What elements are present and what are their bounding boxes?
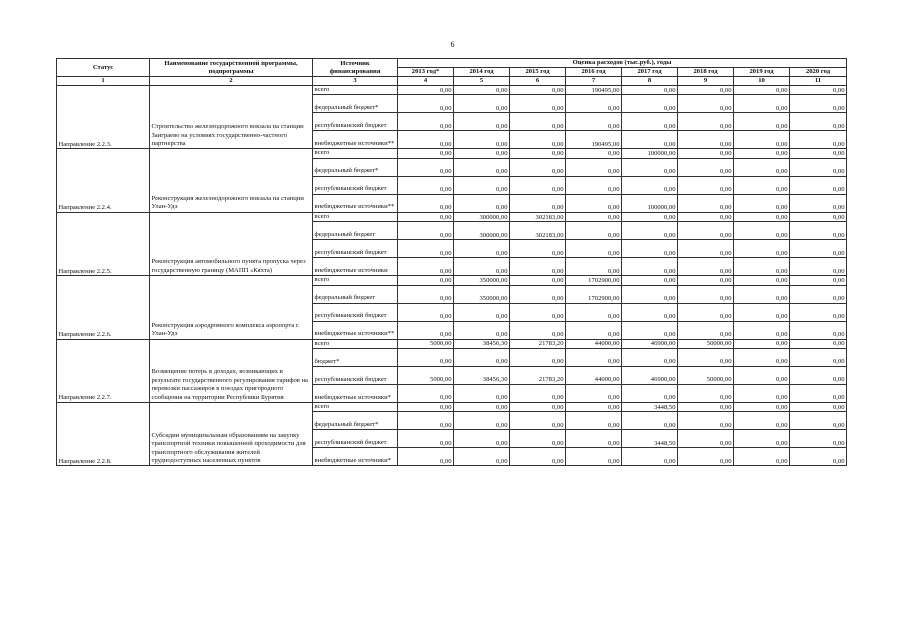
amount-cell: 0,00: [622, 258, 678, 276]
amount-cell: 0,00: [622, 276, 678, 285]
amount-cell: 44000,00: [566, 339, 622, 348]
amount-cell: 46900,00: [622, 367, 678, 385]
amount-cell: 0,00: [622, 349, 678, 367]
amount-cell: 0,00: [566, 95, 622, 113]
amount-cell: 0,00: [734, 149, 790, 158]
funding-source: федеральный бюджет*: [313, 412, 398, 430]
amount-cell: 0,00: [454, 403, 510, 412]
amount-cell: 0,00: [510, 349, 566, 367]
amount-cell: 0,00: [398, 276, 454, 285]
table-row: [57, 339, 847, 348]
amount-cell: 0,00: [398, 149, 454, 158]
amount-cell: 0,00: [622, 385, 678, 403]
amount-cell: 44000,00: [566, 367, 622, 385]
amount-cell: 0,00: [790, 258, 847, 276]
amount-cell: 0,00: [678, 113, 734, 131]
funding-source: внебюджетные источники**: [313, 321, 398, 339]
amount-cell: 0,00: [678, 276, 734, 285]
amount-cell: 0,00: [510, 95, 566, 113]
amount-cell: 0,00: [454, 258, 510, 276]
header-year: 2019 год: [734, 68, 790, 77]
amount-cell: 0,00: [734, 86, 790, 95]
amount-cell: 0,00: [454, 303, 510, 321]
funding-source: внебюджетные источники*: [313, 385, 398, 403]
amount-cell: 0,00: [454, 95, 510, 113]
amount-cell: 0,00: [734, 367, 790, 385]
amount-cell: 0,00: [622, 86, 678, 95]
amount-cell: 0,00: [510, 403, 566, 412]
amount-cell: 3448,50: [622, 403, 678, 412]
amount-cell: 0,00: [678, 222, 734, 240]
amount-cell: 0,00: [622, 448, 678, 466]
amount-cell: 0,00: [734, 412, 790, 430]
column-number: 9: [678, 77, 734, 86]
amount-cell: 0,00: [734, 158, 790, 176]
amount-cell: 0,00: [678, 403, 734, 412]
amount-cell: 100000,00: [622, 194, 678, 212]
amount-cell: 0,00: [790, 158, 847, 176]
amount-cell: 0,00: [678, 158, 734, 176]
amount-cell: 0,00: [454, 385, 510, 403]
funding-source: внебюджетные источники**: [313, 131, 398, 149]
amount-cell: 0,00: [678, 194, 734, 212]
amount-cell: 3448,50: [622, 430, 678, 448]
amount-cell: 0,00: [398, 240, 454, 258]
column-number: 11: [790, 77, 847, 86]
amount-cell: 0,00: [734, 212, 790, 221]
amount-cell: 0,00: [790, 176, 847, 194]
amount-cell: 300000,00: [454, 222, 510, 240]
header-year: 2014 год: [454, 68, 510, 77]
amount-cell: 300000,00: [454, 212, 510, 221]
header-year: 2017 год: [622, 68, 678, 77]
amount-cell: 0,00: [790, 222, 847, 240]
amount-cell: 0,00: [790, 95, 847, 113]
amount-cell: 0,00: [398, 176, 454, 194]
amount-cell: 100000,00: [622, 149, 678, 158]
amount-cell: 0,00: [622, 113, 678, 131]
amount-cell: 0,00: [790, 367, 847, 385]
amount-cell: 50000,00: [678, 339, 734, 348]
amount-cell: 0,00: [678, 448, 734, 466]
amount-cell: 0,00: [510, 194, 566, 212]
amount-cell: 0,00: [510, 240, 566, 258]
funding-source: внебюджетные источники: [313, 258, 398, 276]
amount-cell: 0,00: [510, 131, 566, 149]
amount-cell: 0,00: [678, 240, 734, 258]
amount-cell: 0,00: [734, 176, 790, 194]
funding-source: федеральный бюджет: [313, 285, 398, 303]
amount-cell: 0,00: [622, 176, 678, 194]
amount-cell: 0,00: [398, 86, 454, 95]
header-year: 2015 год: [510, 68, 566, 77]
header-program-name: Наименование государственной программы, подпрограммы: [150, 59, 313, 77]
funding-source: всего: [313, 149, 398, 158]
amount-cell: 0,00: [790, 430, 847, 448]
header-funding-source: Источник финансирования: [313, 59, 398, 77]
funding-source: всего: [313, 86, 398, 95]
amount-cell: 0,00: [734, 448, 790, 466]
column-number: 4: [398, 77, 454, 86]
amount-cell: 0,00: [398, 194, 454, 212]
amount-cell: 0,00: [790, 403, 847, 412]
amount-cell: 0,00: [566, 349, 622, 367]
amount-cell: 302183,00: [510, 222, 566, 240]
amount-cell: 1702900,00: [566, 285, 622, 303]
amount-cell: 0,00: [678, 176, 734, 194]
amount-cell: 0,00: [510, 113, 566, 131]
amount-cell: 0,00: [398, 385, 454, 403]
amount-cell: 0,00: [734, 339, 790, 348]
amount-cell: 0,00: [510, 430, 566, 448]
amount-cell: 0,00: [398, 412, 454, 430]
amount-cell: 0,00: [734, 131, 790, 149]
amount-cell: 46900,00: [622, 339, 678, 348]
amount-cell: 0,00: [566, 240, 622, 258]
amount-cell: 0,00: [734, 403, 790, 412]
direction-status: Направление 2.2.5.: [57, 212, 150, 275]
amount-cell: 0,00: [790, 194, 847, 212]
amount-cell: 350000,00: [454, 276, 510, 285]
direction-name: Субсидии муниципальным образованиям на закупку транспортной техники повышенной проходимости для транспортного обслуживания жителей труднодоступных населенных пунктов: [150, 403, 313, 466]
direction-name: Реконструкция аэродромного комплекса аэропорта г. Улан-Удэ: [150, 276, 313, 339]
amount-cell: 0,00: [454, 448, 510, 466]
amount-cell: 0,00: [510, 412, 566, 430]
amount-cell: 0,00: [510, 276, 566, 285]
amount-cell: 0,00: [398, 158, 454, 176]
amount-cell: 0,00: [566, 321, 622, 339]
amount-cell: 0,00: [566, 403, 622, 412]
amount-cell: 1702900,00: [566, 276, 622, 285]
amount-cell: 0,00: [678, 95, 734, 113]
amount-cell: 0,00: [734, 285, 790, 303]
amount-cell: 0,00: [790, 240, 847, 258]
amount-cell: 0,00: [678, 349, 734, 367]
funding-source: бюджет*: [313, 349, 398, 367]
amount-cell: 0,00: [398, 113, 454, 131]
amount-cell: 0,00: [566, 113, 622, 131]
amount-cell: 0,00: [678, 149, 734, 158]
amount-cell: 0,00: [678, 212, 734, 221]
amount-cell: 0,00: [566, 158, 622, 176]
header-year: 2016 год: [566, 68, 622, 77]
amount-cell: 0,00: [734, 222, 790, 240]
amount-cell: 21783,20: [510, 339, 566, 348]
amount-cell: 0,00: [622, 412, 678, 430]
amount-cell: 0,00: [454, 321, 510, 339]
amount-cell: 0,00: [790, 131, 847, 149]
amount-cell: 0,00: [510, 321, 566, 339]
table-row: [57, 276, 847, 285]
header-year: 2013 год*: [398, 68, 454, 77]
amount-cell: 0,00: [510, 149, 566, 158]
amount-cell: 0,00: [622, 240, 678, 258]
amount-cell: 0,00: [510, 86, 566, 95]
amount-cell: 0,00: [398, 303, 454, 321]
header-status: Статус: [57, 59, 150, 77]
amount-cell: 0,00: [398, 212, 454, 221]
amount-cell: 0,00: [622, 158, 678, 176]
amount-cell: 0,00: [790, 412, 847, 430]
amount-cell: 0,00: [398, 131, 454, 149]
funding-source: федеральный бюджет: [313, 222, 398, 240]
amount-cell: 38456,30: [454, 367, 510, 385]
amount-cell: 0,00: [790, 448, 847, 466]
column-number: 10: [734, 77, 790, 86]
amount-cell: 0,00: [790, 113, 847, 131]
column-number: 2: [150, 77, 313, 86]
amount-cell: 0,00: [566, 448, 622, 466]
amount-cell: 0,00: [454, 149, 510, 158]
funding-source: внебюджетные источники**: [313, 194, 398, 212]
amount-cell: 0,00: [566, 149, 622, 158]
amount-cell: 0,00: [398, 222, 454, 240]
column-number: 8: [622, 77, 678, 86]
amount-cell: 0,00: [566, 194, 622, 212]
column-number: 5: [454, 77, 510, 86]
amount-cell: 0,00: [790, 86, 847, 95]
amount-cell: 0,00: [790, 385, 847, 403]
amount-cell: 0,00: [734, 349, 790, 367]
header-expenditure-estimate: Оценка расходов (тыс.руб.), годы: [398, 59, 847, 68]
amount-cell: 0,00: [398, 95, 454, 113]
amount-cell: 0,00: [566, 303, 622, 321]
amount-cell: 0,00: [566, 412, 622, 430]
funding-source: всего: [313, 339, 398, 348]
amount-cell: 0,00: [398, 285, 454, 303]
amount-cell: 0,00: [678, 430, 734, 448]
amount-cell: 0,00: [566, 222, 622, 240]
amount-cell: 0,00: [678, 412, 734, 430]
amount-cell: 0,00: [398, 448, 454, 466]
header-year: 2018 год: [678, 68, 734, 77]
amount-cell: 0,00: [398, 321, 454, 339]
amount-cell: 0,00: [454, 113, 510, 131]
amount-cell: 0,00: [622, 285, 678, 303]
funding-source: федеральный бюджет*: [313, 95, 398, 113]
amount-cell: 0,00: [790, 349, 847, 367]
amount-cell: 0,00: [454, 86, 510, 95]
amount-cell: 0,00: [454, 131, 510, 149]
amount-cell: 0,00: [790, 212, 847, 221]
amount-cell: 0,00: [790, 149, 847, 158]
funding-source: федеральный бюджет*: [313, 158, 398, 176]
amount-cell: 0,00: [734, 95, 790, 113]
amount-cell: 0,00: [510, 258, 566, 276]
amount-cell: 0,00: [790, 276, 847, 285]
direction-name: Строительство железнодорожного вокзала на станции Заиграево на условиях государственно-частного партнерства: [150, 86, 313, 149]
amount-cell: 0,00: [510, 285, 566, 303]
direction-status: Направление 2.2.7.: [57, 339, 150, 402]
amount-cell: 0,00: [398, 403, 454, 412]
amount-cell: 0,00: [790, 285, 847, 303]
amount-cell: 0,00: [454, 349, 510, 367]
funding-source: всего: [313, 276, 398, 285]
amount-cell: 0,00: [510, 448, 566, 466]
direction-status: Направление 2.2.4.: [57, 149, 150, 212]
amount-cell: 0,00: [510, 158, 566, 176]
direction-name: Реконструкция железнодорожного вокзала на станции Улан-Удэ: [150, 149, 313, 212]
column-number: 6: [510, 77, 566, 86]
amount-cell: 0,00: [566, 258, 622, 276]
amount-cell: 0,00: [454, 430, 510, 448]
amount-cell: 0,00: [678, 258, 734, 276]
amount-cell: 350000,00: [454, 285, 510, 303]
amount-cell: 50000,00: [678, 367, 734, 385]
amount-cell: 0,00: [566, 212, 622, 221]
direction-name: Возмещение потерь в доходах, возникающих в результате государственного регулирования тарифов на перевозки пассажиров в поездах пригородного сообщения на территории Республики Бурятия: [150, 339, 313, 402]
amount-cell: 302183,00: [510, 212, 566, 221]
amount-cell: 5000,00: [398, 339, 454, 348]
amount-cell: 0,00: [622, 131, 678, 149]
amount-cell: 0,00: [790, 303, 847, 321]
funding-source: республиканский бюджет: [313, 240, 398, 258]
amount-cell: 0,00: [790, 321, 847, 339]
amount-cell: 0,00: [678, 86, 734, 95]
amount-cell: 0,00: [678, 321, 734, 339]
table-row: [57, 403, 847, 412]
amount-cell: 0,00: [734, 430, 790, 448]
amount-cell: 0,00: [622, 303, 678, 321]
funding-source: всего: [313, 403, 398, 412]
amount-cell: 0,00: [734, 258, 790, 276]
column-number: 7: [566, 77, 622, 86]
amount-cell: 0,00: [678, 131, 734, 149]
amount-cell: 0,00: [566, 385, 622, 403]
amount-cell: 0,00: [678, 285, 734, 303]
amount-cell: 0,00: [454, 412, 510, 430]
amount-cell: 0,00: [734, 276, 790, 285]
column-number: 3: [313, 77, 398, 86]
amount-cell: 0,00: [454, 194, 510, 212]
table-body: [57, 86, 847, 466]
header-year: 2020 год: [790, 68, 847, 77]
funding-source: республиканский бюджет: [313, 367, 398, 385]
amount-cell: 21783,20: [510, 367, 566, 385]
amount-cell: 0,00: [398, 349, 454, 367]
funding-source: республиканский бюджет: [313, 430, 398, 448]
amount-cell: 5000,00: [398, 367, 454, 385]
amount-cell: 38456,30: [454, 339, 510, 348]
amount-cell: 0,00: [678, 385, 734, 403]
funding-source: внебюджетные источники*: [313, 448, 398, 466]
amount-cell: 0,00: [622, 222, 678, 240]
amount-cell: 190495,00: [566, 86, 622, 95]
column-number: 1: [57, 77, 150, 86]
funding-source: республиканский бюджет: [313, 176, 398, 194]
direction-status: Направление 2.2.8.: [57, 403, 150, 466]
amount-cell: 0,00: [622, 321, 678, 339]
direction-status: Направление 2.2.3.: [57, 86, 150, 149]
amount-cell: 190495,00: [566, 131, 622, 149]
amount-cell: 0,00: [678, 303, 734, 321]
amount-cell: 0,00: [734, 240, 790, 258]
amount-cell: 0,00: [734, 385, 790, 403]
amount-cell: 0,00: [510, 176, 566, 194]
amount-cell: 0,00: [454, 240, 510, 258]
amount-cell: 0,00: [734, 303, 790, 321]
amount-cell: 0,00: [734, 194, 790, 212]
direction-status: Направление 2.2.6.: [57, 276, 150, 339]
table-row: [57, 149, 847, 158]
amount-cell: 0,00: [734, 321, 790, 339]
amount-cell: 0,00: [622, 95, 678, 113]
funding-source: республиканский бюджет: [313, 113, 398, 131]
amount-cell: 0,00: [454, 158, 510, 176]
table-row: [57, 86, 847, 95]
expenditure-table: [56, 58, 847, 466]
amount-cell: 0,00: [510, 303, 566, 321]
amount-cell: 0,00: [734, 113, 790, 131]
amount-cell: 0,00: [510, 385, 566, 403]
direction-name: Реконструкция автомобильного пункта пропуска через государственную границу (МАПП «Кяхта): [150, 212, 313, 275]
amount-cell: 0,00: [398, 430, 454, 448]
funding-source: республиканский бюджет: [313, 303, 398, 321]
table-row: [57, 212, 847, 221]
amount-cell: 0,00: [454, 176, 510, 194]
amount-cell: 0,00: [566, 176, 622, 194]
amount-cell: 0,00: [566, 430, 622, 448]
amount-cell: 0,00: [790, 339, 847, 348]
amount-cell: 0,00: [398, 258, 454, 276]
amount-cell: 0,00: [622, 212, 678, 221]
funding-source: всего: [313, 212, 398, 221]
page-number: 6: [450, 40, 455, 49]
